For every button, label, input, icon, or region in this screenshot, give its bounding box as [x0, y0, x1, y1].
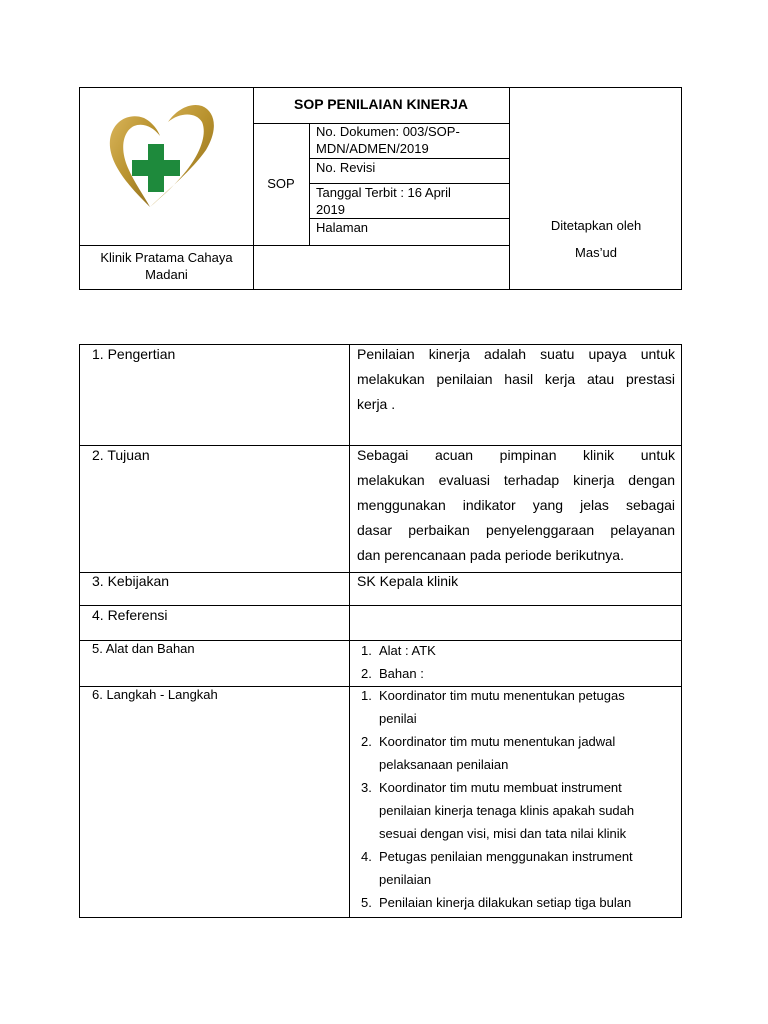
page-number: Halaman	[316, 220, 369, 235]
list-text: Koordinator tim mutu membuat instrument	[379, 780, 622, 795]
text-line: menggunakan indikator yang jelas sebagai	[357, 497, 675, 513]
clinic-logo	[106, 102, 228, 212]
page-title: SOP PENILAIAN KINERJA	[294, 96, 468, 112]
alat-bahan-list	[351, 639, 669, 685]
doc-number	[316, 123, 460, 157]
list-number: 2.	[361, 734, 372, 749]
list-item	[351, 845, 681, 891]
list-item	[351, 684, 681, 730]
clinic-name-line1: Klinik Pratama Cahaya	[100, 250, 233, 265]
section-text-kebijakan: SK Kepala klinik	[357, 573, 459, 589]
revision-number: No. Revisi	[316, 160, 376, 175]
list-text: sesuai dengan visi, misi dan tata nilai klinik	[379, 826, 627, 841]
list-text: Bahan :	[379, 666, 424, 681]
text-line: melakukan evaluasi terhadap kinerja dengan	[357, 472, 675, 488]
langkah-list	[351, 684, 681, 914]
divider	[349, 345, 350, 918]
sop-content-table	[79, 344, 682, 918]
list-number: 3.	[361, 780, 372, 795]
section-label-alat-bahan: 5. Alat dan Bahan	[92, 641, 195, 656]
list-item	[351, 662, 669, 685]
list-item	[351, 639, 669, 662]
publish-date	[316, 184, 451, 218]
section-label-pengertian: 1. Pengertian	[92, 346, 176, 362]
list-number: 1.	[361, 643, 372, 658]
text-line: dasar perbaikan penyelenggaraan pelayanan	[357, 522, 675, 538]
doc-number-line1: No. Dokumen: 003/SOP-	[316, 124, 460, 139]
section-text-pengertian	[357, 342, 675, 417]
section-label-kebijakan: 3. Kebijakan	[92, 573, 170, 589]
clinic-name	[80, 249, 253, 283]
list-number: 4.	[361, 849, 372, 864]
list-item	[351, 776, 681, 845]
list-text: Petugas penilaian menggunakan instrument	[379, 849, 633, 864]
section-text-tujuan	[357, 443, 675, 568]
list-text: penilaian kinerja tenaga klinis apakah sudah	[379, 803, 635, 818]
text-line: dan perencanaan pada periode berikutnya.	[357, 547, 624, 563]
text-line: kerja .	[357, 396, 396, 412]
list-text: Koordinator tim mutu menentukan petugas	[379, 688, 625, 703]
sop-label: SOP	[267, 176, 295, 191]
list-text: pelaksanaan penilaian	[379, 757, 509, 772]
clinic-name-line2: Madani	[145, 267, 188, 282]
publish-date-line1: Tanggal Terbit : 16 April	[316, 185, 451, 200]
list-item	[351, 891, 681, 914]
list-number: 2.	[361, 666, 372, 681]
cross-icon	[132, 144, 180, 192]
list-text: Penilaian kinerja dilakukan setiap tiga bulan	[379, 895, 632, 910]
divider	[80, 245, 509, 246]
list-text: penilaian	[379, 872, 432, 887]
section-label-tujuan: 2. Tujuan	[92, 447, 150, 463]
approver-name: Mas’ud	[575, 245, 617, 260]
list-item	[351, 730, 681, 776]
list-number: 5.	[361, 895, 372, 910]
divider	[80, 605, 682, 606]
text-line: Penilaian kinerja adalah suatu upaya untuk	[357, 346, 675, 362]
divider	[309, 123, 310, 245]
list-number: 1.	[361, 688, 372, 703]
doc-number-line2: MDN/ADMEN/2019	[316, 141, 429, 156]
section-label-langkah: 6. Langkah - Langkah	[92, 687, 218, 702]
publish-date-line2: 2019	[316, 202, 345, 217]
list-text: penilai	[379, 711, 417, 726]
section-label-referensi: 4. Referensi	[92, 607, 168, 623]
text-line: melakukan penilaian hasil kerja atau prestasi	[357, 371, 675, 387]
header-table	[79, 87, 682, 290]
text-line: Sebagai acuan pimpinan klinik untuk	[357, 447, 675, 463]
list-text: Koordinator tim mutu menentukan jadwal	[379, 734, 616, 749]
approved-by-label: Ditetapkan oleh	[550, 218, 642, 233]
list-text: Alat : ATK	[379, 643, 436, 658]
